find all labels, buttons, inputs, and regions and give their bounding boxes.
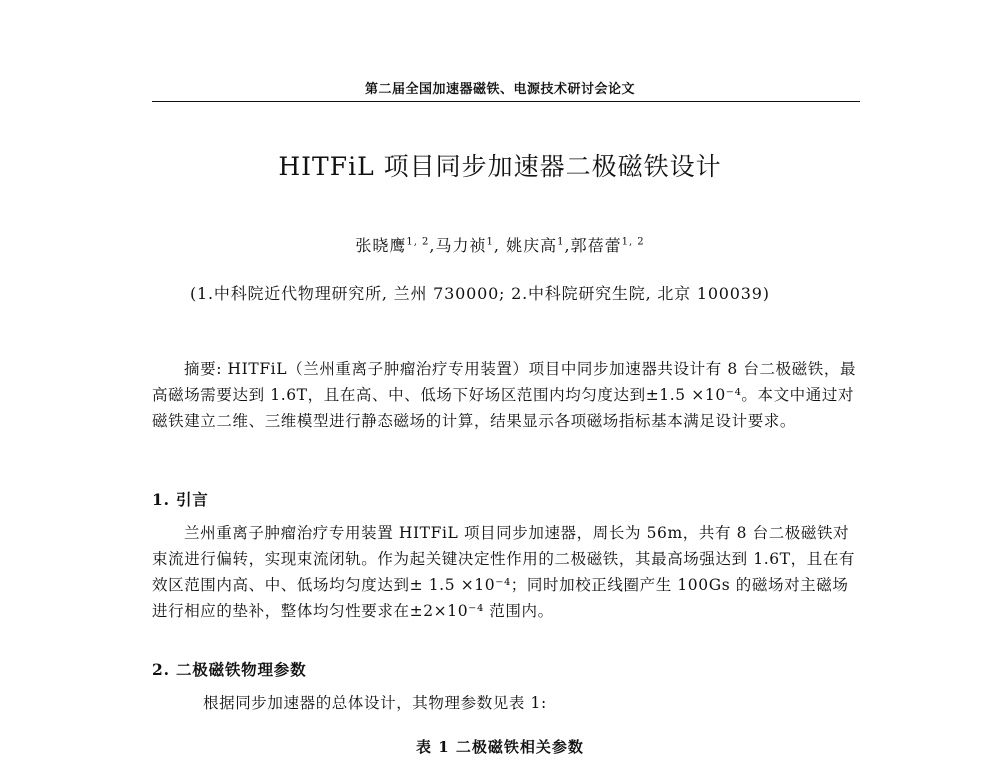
abstract: 摘要: HITFiL（兰州重离子肿瘤治疗专用装置）项目中同步加速器共设计有 8 台二极磁铁，最高磁场需要达到 1.6T，且在高、中、低场下好场区范围内均匀度达到±1.5 ×10⁻⁴。本文中通过对磁铁建立二维、三维模型进行静态磁场的计算，结果显示各项磁场指标基本满足设计要求。: [152, 360, 857, 430]
author-name: 姚庆高: [506, 236, 558, 255]
section-heading-introduction: 1. 引言: [152, 490, 209, 509]
author-list: 张晓鹰$^{1, 2}$,马力祯$^1$, 姚庆高$^1$,郭蓓蕾$^{1, 2}$: [355, 236, 645, 255]
affiliations: (1.中科院近代物理研究所, 兰州 730000; 2.中科院研究生院, 北京 100039): [190, 284, 770, 303]
paper-title: HITFiL 项目同步加速器二极磁铁设计: [278, 152, 722, 181]
author-affiliation-mark: 1, 2: [621, 236, 645, 248]
author-name: 张晓鹰: [355, 236, 407, 255]
author-affiliation-mark: 1: [486, 236, 494, 248]
running-header: 第二届全国加速器磁铁、电源技术研讨会论文: [364, 82, 635, 97]
author-name: 马力祯: [435, 236, 487, 255]
author-affiliation-mark: 1: [557, 236, 565, 248]
header-rule: [152, 101, 860, 102]
author-name: 郭蓓蕾: [570, 236, 622, 255]
author-affiliation-mark: 1, 2: [406, 236, 430, 248]
section-heading-parameters: 2. 二极磁铁物理参数: [152, 660, 307, 679]
table-caption: 表 1 二极磁铁相关参数: [416, 738, 584, 756]
introduction-paragraph: 兰州重离子肿瘤治疗专用装置 HITFiL 项目同步加速器，周长为 56m，共有 8 台二极磁铁对束流进行偏转，实现束流闭轨。作为起关键决定性作用的二极磁铁，其最高场强达到 1.6T，且在有效区范围内高、中、低场均匀度达到± 1.5 ×10⁻⁴；同时加校正线圈产生 100Gs 的磁场对主磁场进行相应的垫补，整体均匀性要求在±2×10⁻⁴ 范围内。: [152, 524, 856, 620]
parameters-paragraph: 根据同步加速器的总体设计，其物理参数见表 1:: [203, 694, 547, 712]
